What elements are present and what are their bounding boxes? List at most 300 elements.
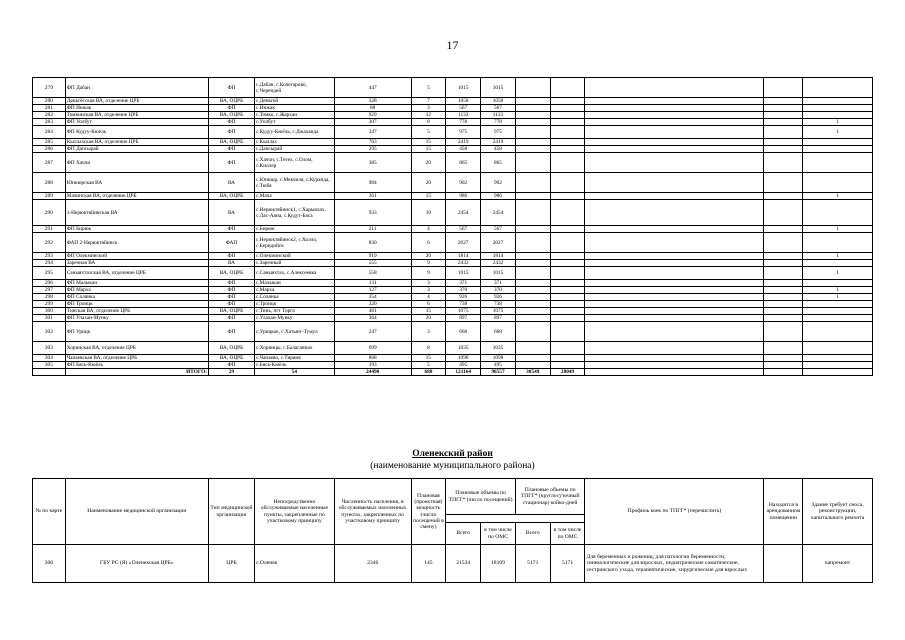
row-beds-oms xyxy=(550,342,585,355)
row-settlements: с.Инжак xyxy=(255,105,335,112)
row-rent xyxy=(764,253,803,260)
table-row xyxy=(33,267,873,280)
row-visits-total: 2419 xyxy=(446,139,481,146)
row-capacity: 7 xyxy=(411,98,446,105)
table-row xyxy=(33,193,873,200)
row-visits-total: 778 xyxy=(446,119,481,126)
table-row xyxy=(33,105,873,112)
row-visits-total: 738 xyxy=(446,301,481,308)
row-profile xyxy=(585,173,764,193)
row-visits-total: 1814 xyxy=(446,253,481,260)
row-extra: 1 xyxy=(803,287,873,294)
row-profile xyxy=(585,362,764,369)
row-capacity: 6 xyxy=(411,301,446,308)
row-beds-total xyxy=(515,112,550,119)
row-population: 868 xyxy=(334,355,411,362)
row-profile xyxy=(585,193,764,200)
row-beds-oms xyxy=(550,267,585,280)
row-beds-total xyxy=(515,362,550,369)
row-beds-total xyxy=(515,226,550,233)
row-type: ФП xyxy=(208,78,254,98)
row-beds-oms xyxy=(550,78,585,98)
row-type: ВА, ОЦРБ xyxy=(208,342,254,355)
row-capacity: 15 xyxy=(411,139,446,146)
row-settlements: с.Хаччи, с.Тегех, с.Олом, с.Киллер xyxy=(255,153,335,173)
row-name: ФП Уолбут xyxy=(65,119,208,126)
row-extra: 1 xyxy=(803,193,873,200)
row-beds-total xyxy=(515,105,550,112)
row-type: ФП xyxy=(208,126,254,139)
row-beds-total xyxy=(515,294,550,301)
row-capacity: 3 xyxy=(411,287,446,294)
row-extra xyxy=(803,78,873,98)
row-type: ВА xyxy=(208,200,254,226)
table-row xyxy=(33,308,873,315)
row-beds-total xyxy=(515,146,550,153)
row-type: ФП xyxy=(208,226,254,233)
row-rent xyxy=(764,200,803,226)
row-type: ФП xyxy=(208,287,254,294)
row-visits-oms: 986 xyxy=(481,193,516,200)
row-settlements: с.Кудуу-Кюёль, с.Джаханда xyxy=(255,126,335,139)
row-beds-total xyxy=(515,119,550,126)
row-visits-oms: 926 xyxy=(481,294,516,301)
row-name: Юнкюрская ВА xyxy=(65,173,208,193)
row-rent xyxy=(764,301,803,308)
row-profile xyxy=(585,200,764,226)
row-num: 291 xyxy=(33,226,66,233)
row-beds-oms xyxy=(550,200,585,226)
row-visits-oms: 1035 xyxy=(481,342,516,355)
row-profile xyxy=(585,146,764,153)
row-visits-total: 902 xyxy=(446,173,481,193)
row-extra xyxy=(803,355,873,362)
row-name: ФП Олекминский xyxy=(65,253,208,260)
row-settlements: с.Чапаево, с.Тиряня xyxy=(255,355,335,362)
row-profile xyxy=(585,253,764,260)
row-name: ГБУ РС (Я) «Оленекская ЦРБ» xyxy=(65,545,208,583)
row-visits-total: 975 xyxy=(446,126,481,139)
row-profile xyxy=(585,226,764,233)
row-beds-total xyxy=(515,193,550,200)
header-type: Тип медицинской организации xyxy=(208,479,254,545)
row-rent xyxy=(764,260,803,267)
table-row xyxy=(33,315,873,322)
row-beds-total xyxy=(515,173,550,193)
row-extra xyxy=(803,233,873,253)
row-num: 286 xyxy=(33,146,66,153)
row-name: Чапаевская ВА, отделение ЦРБ xyxy=(65,355,208,362)
row-capacity: 145 xyxy=(411,545,446,583)
row-type: ФП xyxy=(208,146,254,153)
header-beds-oms: в том числе по ОМС xyxy=(550,523,585,545)
row-rent xyxy=(764,342,803,355)
row-capacity: 15 xyxy=(411,355,446,362)
row-type: ФП xyxy=(208,153,254,173)
row-beds-oms xyxy=(550,260,585,267)
row-type: ФП xyxy=(208,315,254,322)
row-settlements: с.Уолбут xyxy=(255,119,335,126)
row-beds-total xyxy=(515,280,550,287)
row-capacity: 20 xyxy=(411,315,446,322)
row-settlements: с.Бирюк xyxy=(255,226,335,233)
region-title: Оленекский район xyxy=(412,449,493,459)
row-capacity: 10 xyxy=(411,200,446,226)
row-beds-oms xyxy=(550,253,585,260)
row-type: ВА, ОЦРБ xyxy=(208,308,254,315)
row-beds-total xyxy=(515,233,550,253)
table-row xyxy=(33,146,873,153)
row-beds-oms xyxy=(550,193,585,200)
row-num: 281 xyxy=(33,105,66,112)
row-capacity: 15 xyxy=(411,308,446,315)
row-num: 304 xyxy=(33,355,66,362)
row-num: 302 xyxy=(33,322,66,342)
row-num: 293 xyxy=(33,253,66,260)
total-capacity: 680 xyxy=(411,369,446,376)
row-settlements: с.Заречный xyxy=(255,260,335,267)
row-beds-oms xyxy=(550,233,585,253)
row-rent xyxy=(764,322,803,342)
row-beds-oms xyxy=(550,98,585,105)
row-extra xyxy=(803,315,873,322)
row-visits-oms: 2454 xyxy=(481,200,516,226)
row-num: 282 xyxy=(33,112,66,119)
row-beds-oms xyxy=(550,315,585,322)
header-num: № по карте xyxy=(33,479,66,545)
table-row xyxy=(33,260,873,267)
row-population: 347 xyxy=(334,126,411,139)
row-settlements: с.Солянка xyxy=(255,294,335,301)
table-row xyxy=(33,355,873,362)
row-capacity: 20 xyxy=(411,253,446,260)
header-visits-total: Всего xyxy=(446,523,481,545)
row-visits-total: 897 xyxy=(446,315,481,322)
row-extra xyxy=(803,308,873,315)
row-profile: Для беременных и рожениц, для патологии беременности, гинекологические для взрослых, педиатрические соматические, сестринского ухода, терапевтические, хирургические для взрослых xyxy=(585,545,764,583)
row-rent xyxy=(764,78,803,98)
row-type: ВА, ОЦРБ xyxy=(208,139,254,146)
row-visits-total: 567 xyxy=(446,226,481,233)
header-rent: Находится в арендованном помещении xyxy=(764,479,803,545)
row-settlements: с.Деньгей xyxy=(255,98,335,105)
row-visits-oms: 458 xyxy=(481,146,516,153)
row-profile xyxy=(585,78,764,98)
row-population: 933 xyxy=(334,200,411,226)
row-beds-total xyxy=(515,287,550,294)
row-population: 830 xyxy=(334,233,411,253)
row-visits-oms: 1075 xyxy=(481,308,516,315)
row-extra xyxy=(803,260,873,267)
header-beds: Плановые объемы по ТПГГ* (круглосуточный стационар) койко-дней xyxy=(515,479,585,515)
row-num: 287 xyxy=(33,153,66,173)
row-settlements: с.Мача xyxy=(255,193,335,200)
total-type-count: 29 xyxy=(208,369,254,376)
row-type: ФП xyxy=(208,294,254,301)
total-empty-cell xyxy=(803,369,873,376)
row-profile xyxy=(585,287,764,294)
table-row xyxy=(33,139,873,146)
row-num: 299 xyxy=(33,301,66,308)
row-name: Заречная ВА xyxy=(65,260,208,267)
row-name: ФП Бясь-Кюёль xyxy=(65,362,208,369)
row-visits-oms: 1015 xyxy=(481,78,516,98)
region-subtitle: (наименование муниципального района) xyxy=(370,461,535,471)
row-beds-oms xyxy=(550,294,585,301)
row-extra xyxy=(803,112,873,119)
row-repair: капремонт xyxy=(803,545,873,583)
row-profile xyxy=(585,315,764,322)
row-profile xyxy=(585,260,764,267)
row-type: ВА, ОЦРБ xyxy=(208,355,254,362)
row-extra: 1 xyxy=(803,253,873,260)
row-population: 385 xyxy=(334,153,411,173)
row-settlements: с.Кыллах xyxy=(255,139,335,146)
row-population: 558 xyxy=(334,267,411,280)
row-population: 247 xyxy=(334,322,411,342)
row-type: ФАП xyxy=(208,233,254,253)
header-population: Численность населения, в обслуживаемых населенных пунктах, закрепленных по участковому принципу xyxy=(334,479,411,545)
header-capacity: Плановая (проектная) мощность (число посещений в смену) xyxy=(411,479,446,545)
row-rent xyxy=(764,294,803,301)
row-visits-oms: 897 xyxy=(481,315,516,322)
row-visits-oms: 371 xyxy=(481,280,516,287)
row-population: 361 xyxy=(334,193,411,200)
row-visits-total: 1035 xyxy=(446,342,481,355)
row-num: 296 xyxy=(33,280,66,287)
row-num: 306 xyxy=(33,545,66,583)
header-visits: Плановые объемы по ТПГГ* (число посещений) xyxy=(446,479,516,515)
row-rent xyxy=(764,233,803,253)
row-settlements: с.Бясь-Кюёль xyxy=(255,362,335,369)
table-row xyxy=(33,301,873,308)
row-rent xyxy=(764,112,803,119)
row-beds-oms xyxy=(550,146,585,153)
row-beds-oms xyxy=(550,287,585,294)
row-extra xyxy=(803,105,873,112)
row-rent xyxy=(764,226,803,233)
row-visits-total: 2027 xyxy=(446,233,481,253)
row-name: ФП Урицк xyxy=(65,322,208,342)
table-row xyxy=(33,280,873,287)
row-rent xyxy=(764,308,803,315)
row-population: 211 xyxy=(334,226,411,233)
table-row xyxy=(33,112,873,119)
row-visits-total: 2454 xyxy=(446,200,481,226)
row-extra xyxy=(803,301,873,308)
row-capacity: 6 xyxy=(411,233,446,253)
row-settlements: с.Улахан-Мунку xyxy=(255,315,335,322)
row-capacity: 9 xyxy=(411,260,446,267)
row-population: 481 xyxy=(334,308,411,315)
row-settlements: с.Хоринцы, с.Балаганнах xyxy=(255,342,335,355)
row-visits-total: 668 xyxy=(446,322,481,342)
row-type: ВА, ОЦРБ xyxy=(208,193,254,200)
row-population: 2346 xyxy=(334,545,411,583)
row-visits-total: 1015 xyxy=(446,78,481,98)
row-extra xyxy=(803,146,873,153)
row-type: ФП xyxy=(208,105,254,112)
total-settlement-count: 54 xyxy=(255,369,335,376)
row-extra: 1 xyxy=(803,226,873,233)
row-name: ФП Солянка xyxy=(65,294,208,301)
table-row xyxy=(33,153,873,173)
row-capacity: 8 xyxy=(411,119,446,126)
total-label: ИТОГО: xyxy=(65,369,208,376)
row-beds-total xyxy=(515,153,550,173)
row-name: ФП Марха xyxy=(65,287,208,294)
row-type: ФП xyxy=(208,301,254,308)
row-profile xyxy=(585,126,764,139)
total-row xyxy=(33,369,873,376)
row-name: ФП Дабан xyxy=(65,78,208,98)
row-type: ФП xyxy=(208,322,254,342)
row-name: Саныяхтахская ВА, отделение ЦРБ xyxy=(65,267,208,280)
row-visits-total: 1133 xyxy=(446,112,481,119)
row-rent xyxy=(764,139,803,146)
row-extra xyxy=(803,173,873,193)
row-beds-total: 5171 xyxy=(515,545,550,583)
row-type: ФП xyxy=(208,362,254,369)
total-population: 24490 xyxy=(334,369,411,376)
row-extra xyxy=(803,139,873,146)
row-population: 763 xyxy=(334,139,411,146)
row-capacity: 20 xyxy=(411,173,446,193)
row-beds-total xyxy=(515,267,550,280)
row-population: 193 xyxy=(334,362,411,369)
settlements-table xyxy=(32,77,873,376)
row-visits-oms: 1098 xyxy=(481,355,516,362)
table-row xyxy=(33,200,873,226)
header-settlements: Непосредственно обслуживаемые населенные пункты, закрепленные по участковому принципу xyxy=(255,479,335,545)
row-visits-total: 865 xyxy=(446,153,481,173)
row-extra: 1 xyxy=(803,119,873,126)
row-name: ФП Дапсырай xyxy=(65,146,208,153)
row-population: 131 xyxy=(334,280,411,287)
row-beds-total xyxy=(515,342,550,355)
row-name: Хоринская ВА, отделение ЦРБ xyxy=(65,342,208,355)
row-extra xyxy=(803,362,873,369)
row-name: ФП Инжак xyxy=(65,105,208,112)
row-num: 295 xyxy=(33,267,66,280)
row-population: 354 xyxy=(334,294,411,301)
row-profile xyxy=(585,112,764,119)
row-profile xyxy=(585,119,764,126)
row-rent xyxy=(764,287,803,294)
row-num: 279 xyxy=(33,78,66,98)
row-profile xyxy=(585,294,764,301)
total-visits-oms: 98557 xyxy=(481,369,516,376)
row-capacity: 4 xyxy=(411,294,446,301)
row-profile xyxy=(585,139,764,146)
header-beds-total: Всего xyxy=(515,523,550,545)
row-visits-oms: 2419 xyxy=(481,139,516,146)
row-visits-oms: 2027 xyxy=(481,233,516,253)
row-beds-oms xyxy=(550,126,585,139)
row-settlements: с.Нерюктяйинск1, с.Харыялах, с.Лас-Аяна, с.Кудут-Бяса xyxy=(255,200,335,226)
row-name: ФП Кудуу-Кюёль xyxy=(65,126,208,139)
row-settlements: с.Нерюктяйинск2, с.Холло, с.Беридийск xyxy=(255,233,335,253)
row-num: 284 xyxy=(33,126,66,139)
row-visits-total: 567 xyxy=(446,105,481,112)
row-num: 298 xyxy=(33,294,66,301)
row-population: 919 xyxy=(334,253,411,260)
row-beds-total xyxy=(515,308,550,315)
row-num: 288 xyxy=(33,173,66,193)
row-extra xyxy=(803,200,873,226)
row-beds-total xyxy=(515,315,550,322)
row-settlements: с.Дапсырай xyxy=(255,146,335,153)
row-visits-total: 1098 xyxy=(446,355,481,362)
row-name: 1-Нерюктяйинская ВА xyxy=(65,200,208,226)
row-profile xyxy=(585,233,764,253)
row-name: Тинская ВА, отделение ЦРБ xyxy=(65,308,208,315)
table-row xyxy=(33,226,873,233)
row-visits-total: 371 xyxy=(446,280,481,287)
row-beds-total xyxy=(515,78,550,98)
row-profile xyxy=(585,98,764,105)
table-row xyxy=(33,294,873,301)
row-visits-oms: 567 xyxy=(481,226,516,233)
row-profile xyxy=(585,355,764,362)
row-rent xyxy=(764,267,803,280)
row-capacity: 5 xyxy=(411,362,446,369)
row-extra xyxy=(803,153,873,173)
header-repair: Здание требует сноса, реконструкции, капитального ремонта xyxy=(803,479,873,545)
row-name: Мачинская ВА, отделение ЦРБ xyxy=(65,193,208,200)
row-beds-total xyxy=(515,260,550,267)
row-rent xyxy=(764,362,803,369)
row-beds-total xyxy=(515,322,550,342)
row-type: ВА, ОЦРБ xyxy=(208,98,254,105)
row-visits-oms: 495 xyxy=(481,362,516,369)
row-population: 447 xyxy=(334,78,411,98)
row-num: 305 xyxy=(33,362,66,369)
row-visits-oms: 1133 xyxy=(481,112,516,119)
row-type: ВА, ОЦРБ xyxy=(208,267,254,280)
row-capacity: 15 xyxy=(411,146,446,153)
row-visits-total: 1015 xyxy=(446,267,481,280)
row-rent xyxy=(764,315,803,322)
row-beds-total xyxy=(515,126,550,139)
row-num: 289 xyxy=(33,193,66,200)
row-type: ЦРБ xyxy=(208,545,254,583)
row-beds-total xyxy=(515,200,550,226)
row-visits-total: 926 xyxy=(446,294,481,301)
row-visits-total: 458 xyxy=(446,146,481,153)
total-beds: 30549 xyxy=(515,369,550,376)
row-visits-oms: 2432 xyxy=(481,260,516,267)
table-row xyxy=(33,322,873,342)
row-visits-oms: 1015 xyxy=(481,267,516,280)
row-visits-oms: 902 xyxy=(481,173,516,193)
table-row xyxy=(33,233,873,253)
header-profile: Профиль коек по ТПГГ* (перечислить) xyxy=(585,479,764,545)
row-profile xyxy=(585,153,764,173)
row-settlements: с.Томко, с.Жархан xyxy=(255,112,335,119)
row-settlements: с.Малыкан xyxy=(255,280,335,287)
row-capacity: 3 xyxy=(411,280,446,287)
row-beds-total xyxy=(515,98,550,105)
row-population: 127 xyxy=(334,287,411,294)
row-num: 292 xyxy=(33,233,66,253)
row-visits-total: 370 xyxy=(446,287,481,294)
row-num: 301 xyxy=(33,315,66,322)
row-rent xyxy=(764,355,803,362)
row-visits-oms: 865 xyxy=(481,153,516,173)
row-extra xyxy=(803,322,873,342)
row-rent xyxy=(764,280,803,287)
